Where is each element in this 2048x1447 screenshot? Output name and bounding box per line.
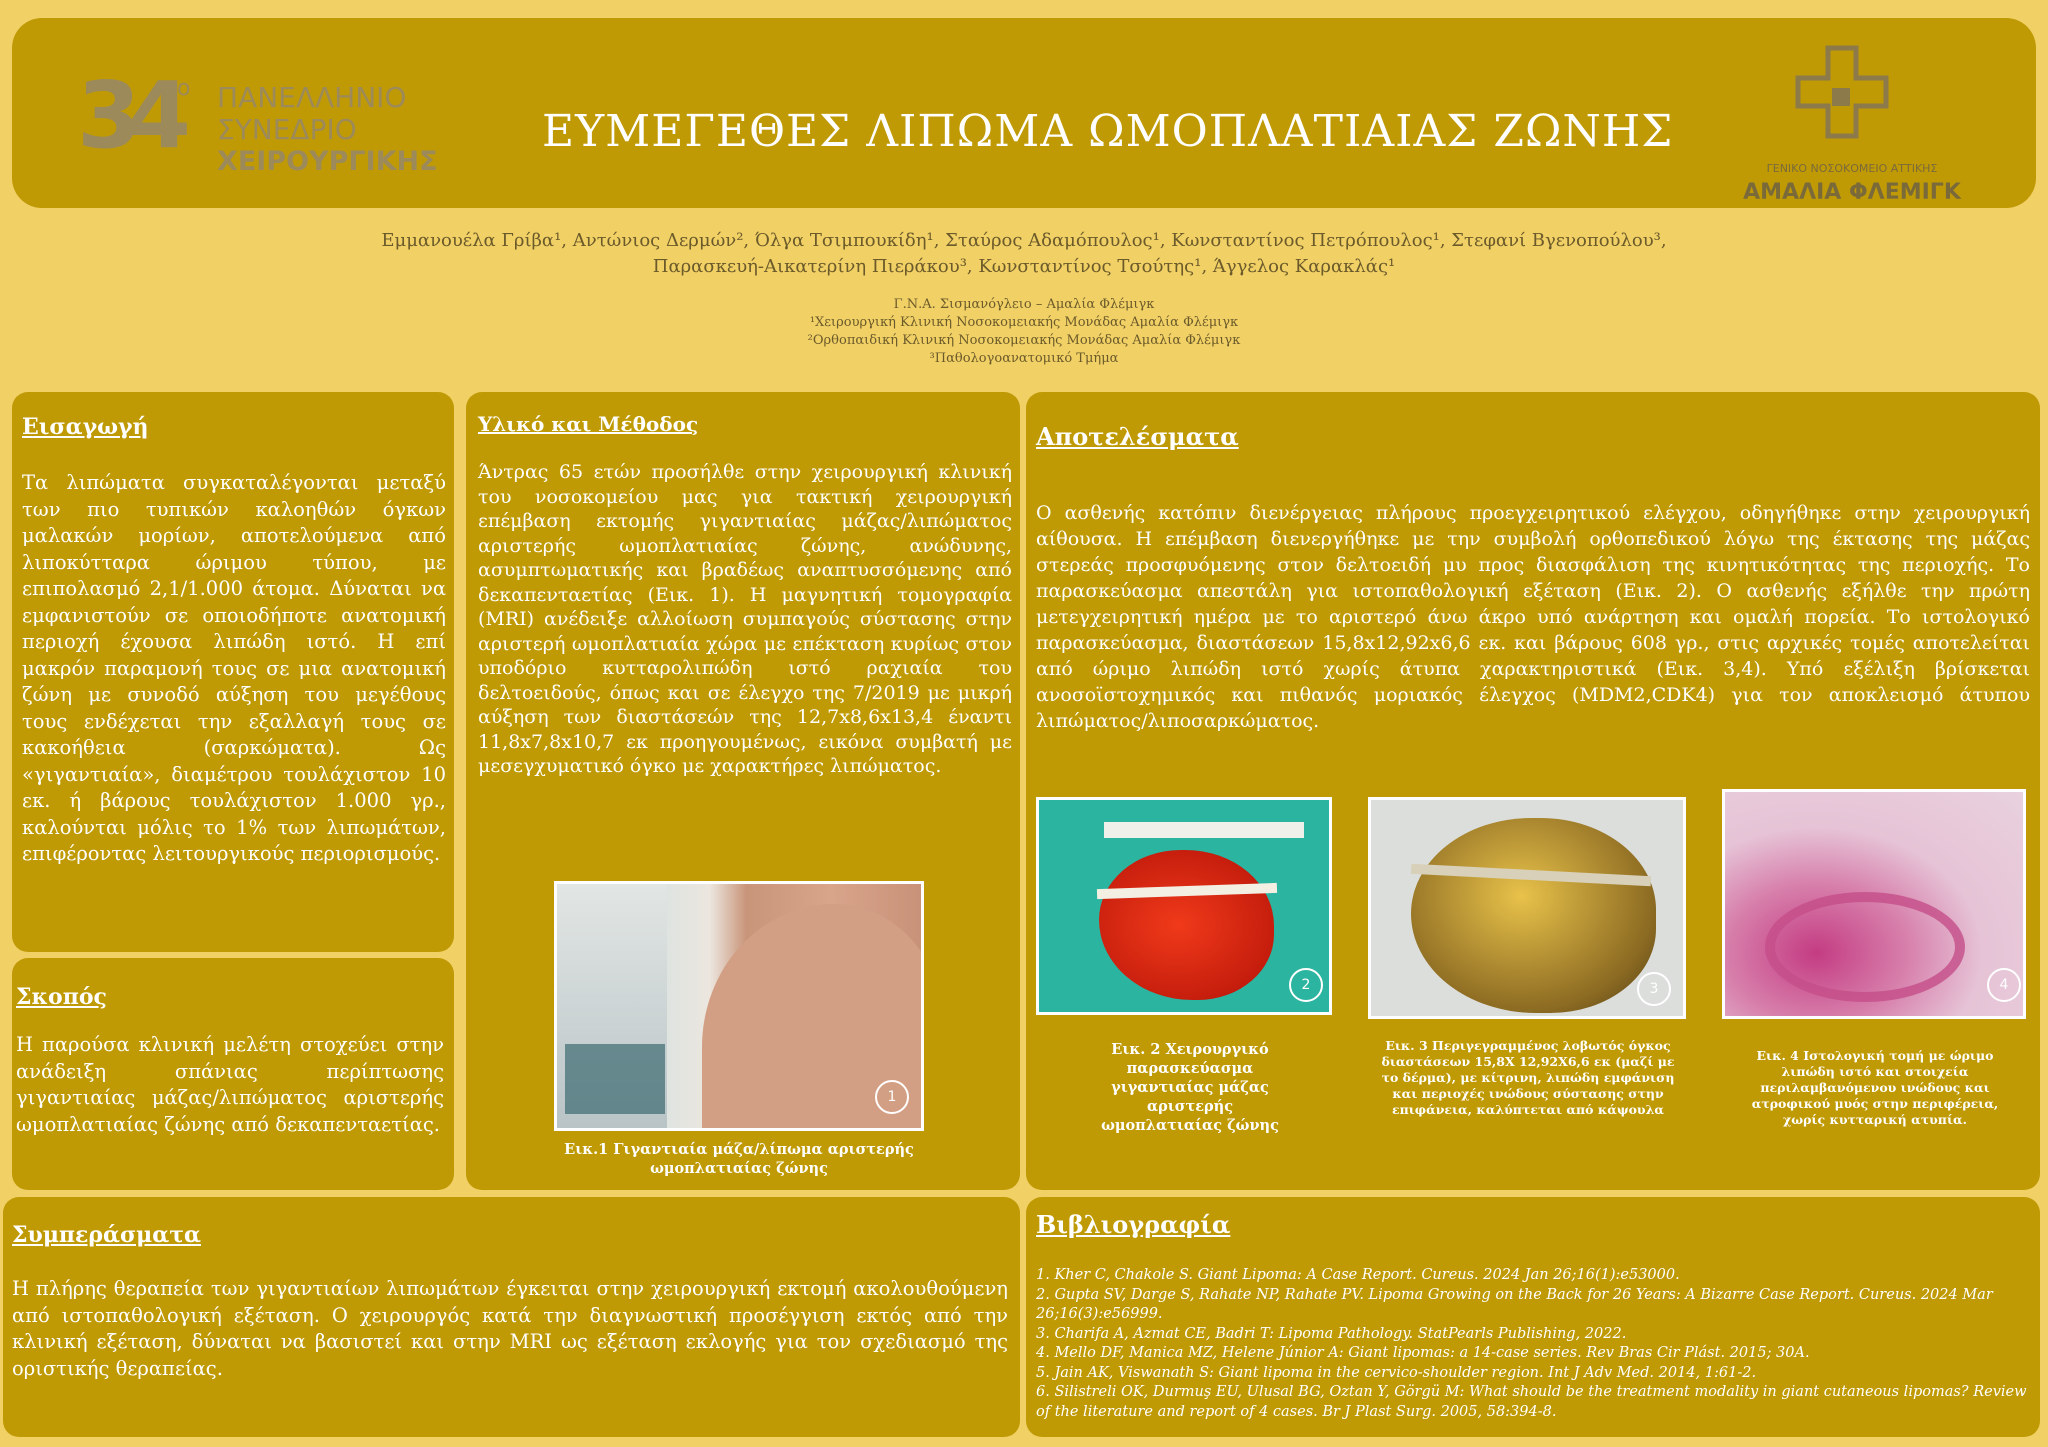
affiliation-list (600, 296, 1448, 368)
reference-item: 1. Kher C, Chakole S. Giant Lipoma: A Case Report. Cureus. 2024 Jan 26;16(1):e53000. (1036, 1267, 1680, 1283)
figure-2-photo (1036, 797, 1332, 1015)
affiliation-item: ²Ορθοπαιδική Κλινική Νοσοκομειακής Μονάδας Αμαλία Φλέμιγκ (807, 333, 1241, 348)
affiliation-item: Γ.Ν.Α. Σισμανόγλειο – Αμαλία Φλέμιγκ (893, 297, 1155, 312)
figure-3-number: 3 (1637, 972, 1671, 1006)
reference-item: 2. Gupta SV, Darge S, Rahate NP, Rahate PV. Lipoma Growing on the Back for 26 Years: A Bizarre Case Report. Cureus. 2024 Mar 26;16(3):e56999. (1036, 1286, 1993, 1322)
poster-header (12, 18, 2036, 208)
results-title: Αποτελέσματα (1036, 422, 1239, 451)
reference-item: 6. Silistreli OK, Durmuş EU, Ulusal BG, Oztan Y, Görgü M: What should be the treatment modality in giant cutaneous lipomas? Review of the literature and report of 4 cases. Br J Plast Surg. 2005, 58:394-8. (1036, 1384, 2027, 1420)
poster-title: ΕΥΜΕΓΕΘΕΣ ΛΙΠΩΜΑ ΩΜΟΠΛΑΤΙΑΙΑΣ ΖΩΝΗΣ (542, 106, 1674, 157)
figure-4-number: 4 (1987, 968, 2021, 1002)
hospital-logo (1712, 40, 2012, 210)
results-body: Ο ασθενής κατόπιν διενέργειας πλήρους προεγχειρητικού ελέγχου, οδηγήθηκε στην χειρουργική αίθουσα. Η επέμβαση διενεργήθηκε με την συμβολή ορθοπεδικού λόγω της έκτασης της μάζας στερεάς προσφυόμενης στον δελτοειδή μυ προς διασφάλιση της κινητικότητας της περιοχής. Το παρασκεύασμα απεστάλη για ιστοπαθολογική εξέταση (Εικ. 2). Ο ασθενής εξήλθε την πρώτη μετεγχειρητική ημέρα με το αριστερό άνω άκρο υπό ανάρτηση και ομαλή πορεία. Το ιστολογικό παρασκεύασμα, διαστάσεων 15,8x12,92x6,6 εκ. και βάρους 608 γρ., στις αρχικές τομές αποτελείται από ώριμο λιπώδη ιστό χωρίς άτυπα χαρακτηριστικά (Εικ. 3,4). Υπό εξέλιξη βρίσκεται ανοσοϊστοχημικός και πιθανός μοριακός έλεγχος (MDM2,CDK4) για τον αποκλεισμό άτυπου λιπώματος/λιποσαρκώματος. (1036, 502, 2030, 732)
affiliation-item: ¹Χειρουργική Κλινική Νοσοκομειακής Μονάδας Αμαλία Φλέμιγκ (809, 315, 1239, 330)
figure-1-number: 1 (875, 1080, 909, 1114)
reference-item: 4. Mello DF, Manica MZ, Helene Júnior A: Giant lipomas: a 14-case series. Rev Bras Cir Plást. 2015; 30A. (1036, 1345, 1810, 1361)
methods-title: Υλικό και Μέθοδος (478, 412, 699, 436)
figure-1-photo (554, 881, 924, 1131)
figure-4-photo (1722, 789, 2026, 1019)
conclusions-title: Συμπεράσματα (12, 1222, 201, 1248)
logo-line-2: ΣΥΝΕΔΡΙΟ (217, 113, 357, 146)
conclusions-body: Η πλήρης θεραπεία των γιγαντιαίων λιπωμάτων έγκειται στην χειρουργική εκτομή ακολουθούμενη από ιστοπαθολογική εξέταση. Ο χειρουργός κατά την διαγνωστική προσέγγιση εκτός από την κλινική εξέταση, δύναται να βασιστεί και στην MRI ως εξέταση εκλογής για τον σχεδιασμό της οριστικής θεραπείας. (12, 1277, 1008, 1380)
logo-line-1: ΠΑΝΕΛΛΗΝΙΟ (217, 81, 407, 114)
reference-item: 3. Charifa A, Azmat CE, Badri T: Lipoma Pathology. StatPearls Publishing, 2022. (1036, 1325, 1627, 1342)
affiliation-item: ³Παθολογοανατομικό Τμήμα (929, 351, 1119, 366)
logo-number: 34 (77, 62, 178, 169)
figure-3-caption: Εικ. 3 Περιγεγραμμένος λοβωτός όγκος διαστάσεων 15,8X 12,92X6,6 εκ (μαζί με το δέρμα), με κίτρινη, λιπώδη εμφάνιση και περιοχές ινώδους σύστασης στην επιφάνεια, καλύπτεται από κάψουλα (1381, 1038, 1675, 1117)
logo-line-3: ΧΕΙΡΟΥΡΓΙΚΗΣ (217, 146, 438, 177)
figure-2-number: 2 (1289, 968, 1323, 1002)
hospital-name-line-1: ΓΕΝΙΚΟ ΝΟΣΟΚΟΜΕΙΟ ΑΤΤΙΚΗΣ (1766, 162, 1938, 175)
intro-body: Τα λιπώματα συγκαταλέγονται μεταξύ των πιο τυπικών καλοηθών όγκων μαλακών μορίων, αποτελούμενα από λιποκύτταρα ώριμου τύπου, με επιπολασμό 2,1/1.000 άτομα. Δύναται να εμφανιστούν σε οποιοδήποτε ανατομική περιοχή έχουσα λιπώδη ιστό. Η επί μακρόν παραμονή τους σε μια ανατομική ζώνη με συνοδό αύξηση του μεγέθους τους ενδέχεται την εξαλλαγή τους σε κακοήθεια (σαρκώματα). Ως «γιγαντιαία», διαμέτρου τουλάχιστον 10 εκ. ή βάρους τουλάχιστον 1.000 γρ., καλούνται μόλις το 1% των λιπωμάτων, επιφέροντας λειτουργικούς περιορισμούς. (22, 471, 446, 865)
figure-3-photo (1368, 797, 1686, 1019)
congress-logo (67, 62, 487, 188)
references-title: Βιβλιογραφία (1036, 1210, 1231, 1239)
figure-2-caption: Εικ. 2 Χειρουργικό παρασκεύασμα γιγαντιαίας μάζας αριστερής ωμοπλατιαίας ζώνης (1101, 1041, 1279, 1134)
reference-item: 5. Jain AK, Viswanath S: Giant lipoma in the cervico-shoulder region. Int J Adv Med. 2014, 1:61-2. (1036, 1364, 1757, 1381)
author-line-2: Παρασκευή-Αικατερίνη Πιεράκου³, Κωνσταντίνος Τσούτης¹, Άγγελος Καρακλάς¹ (652, 256, 1396, 277)
methods-body: Άντρας 65 ετών προσήλθε στην χειρουργική κλινική του νοσοκομείου μας για τακτική χειρουργική επέμβαση εκτομής γιγαντιαίας μάζας/λιπώματος αριστερής ωμοπλατιαίας ζώνης, ανώδυνης, ασυμπτωματικής και βραδέως αναπτυσσόμενης από δεκαπενταετίας (Εικ. 1). Η μαγνητική τομογραφία (MRI) ανέδειξε αλλοίωση συμπαγούς σύστασης στην αριστερή ωμοπλατιαία χώρα με επέκταση κυρίως στον υποδόριο κυτταρολιπώδη ιστό ραχιαία του δελτοειδούς, όπως και σε έλεγχο της 7/2019 με μικρή αύξηση των διαστάσεών της 12,7x8,6x13,4 έναντι 11,8x7,8x10,7 εκ προηγουμένως, εικόνα συμβατή με μεσεγχυματικό όγκο με χαρακτήρες λιπώματος. (478, 461, 1012, 777)
figure-1-caption: Εικ.1 Γιγαντιαία μάζα/λίπωμα αριστερής ωμοπλατιαίας ζώνης (564, 1141, 914, 1177)
logo-degree: ο (177, 76, 191, 101)
aim-body: Η παρούσα κλινική μελέτη στοχεύει στην ανάδειξη σπάνιας περίπτωσης γιγαντιαίας μάζας/λιπώματος αριστερής ωμοπλατιαίας ζώνης από δεκαπενταετίας. (16, 1033, 444, 1136)
aim-title: Σκοπός (16, 984, 107, 1010)
intro-title: Εισαγωγή (22, 414, 149, 440)
hospital-name-line-2: ΑΜΑΛΙΑ ΦΛΕΜΙΓΚ (1743, 180, 1961, 205)
reference-list (1036, 1266, 2032, 1422)
medical-cross-icon (1794, 44, 1890, 140)
figure-4-caption: Εικ. 4 Ιστολογική τομή με ώριμο λιπώδη ιστό και στοιχεία περιλαμβανόμενου ινώδους και ατροφικού μυός στην περιφέρεια, χωρίς κυτταρική ατυπία. (1751, 1048, 1999, 1127)
author-list (300, 228, 1748, 280)
author-line-1: Εμμανουέλα Γρίβα¹, Αντώνιος Δερμών², Όλγα Τσιμπουκίδη¹, Σταύρος Αδαμόπουλος¹, Κωνσταντίνος Πετρόπουλος¹, Στεφανί Βγενοπούλου³, (381, 230, 1667, 251)
